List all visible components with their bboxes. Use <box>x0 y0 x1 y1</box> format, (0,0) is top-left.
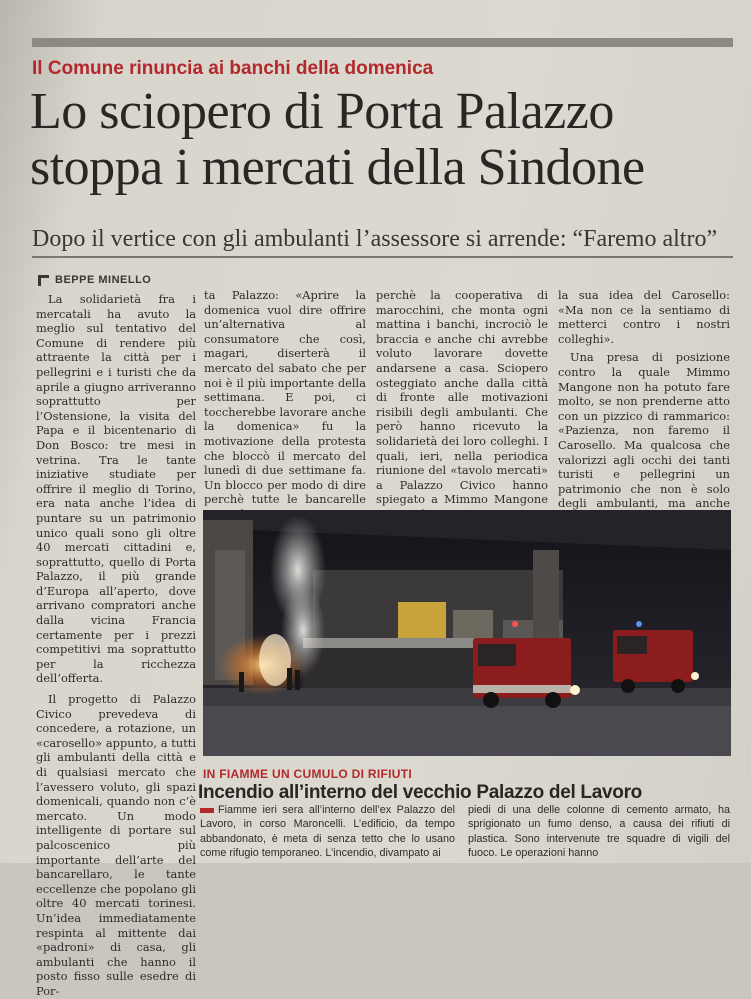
paragraph: Una presa di posizione contro la quale Mimmo Mangone non ha potuto fare molto, se non prenderne atto con un pizzico di rammarico: «Pazienza, non faremo il Carosello. Ma qualcosa che valorizzi agli occhi dei tanti turisti e pellegrini un patrimonio che non è solo degli ambulanti, ma anche <box>558 350 730 511</box>
red-bar-icon <box>200 808 214 813</box>
fire-text-1: Fiamme ieri sera all’interno dell’ex Palazzo del Lavoro, in corso Maroncelli. L’edificio, da tempo abbandonato, è meta di senza tetto che lo usano come rifugio temporaneo. L’incendio, divampato ai <box>200 804 455 860</box>
paragraph: perchè la cooperativa di marocchini, che monta ogni mattina i banchi, incrociò le braccia e anche chi avrebbe voluto lavorare dovette andarsene a casa. Sciopero osteggiato anche dalla città di fronte alle motivazioni risibili degli ambulanti. Che però hanno ricevuto la solidarietà dei loro colleghi. I quali, ieri, nella periodica riunione del «tavolo mercati» a Palazzo Civico hanno spiegato a Mimmo Mangone <box>376 288 548 507</box>
photo-title: Incendio all’interno del vecchio Palazzo del Lavoro <box>198 782 642 803</box>
fire-column-1 <box>200 803 455 863</box>
top-rule <box>32 38 733 47</box>
paragraph: La solidarietà fra i mercatali ha avuto la meglio sul tentativo del Comune di rendere più attraente la città per i pellegrini e i turisti che da aprile a giugno arriveranno soprattutto per l’Ostensione, la visita del Papa e il bicentenario di Don Bosco: tre mesi in vetrina. Tra le tante iniziative studiate per offrire il meglio di Torino, era nata anche l’idea di puntare su un patrimonio unico quali sono gli oltre 40 mercati cittadini e, soprattutto, quello di Porta Palazzo, il più grande d’Europa all’aperto, dove arrivano compratori anche dalla vicina Francia certamente per i prezzi competitivi ma soprattutto per la ricchezza dell’offerta. <box>36 292 196 686</box>
author-name: BEPPE MINELLO <box>55 274 152 286</box>
kicker: Il Comune rinuncia ai banchi della domenica <box>32 58 434 79</box>
paragraph: ta Palazzo: «Aprire la domenica vuol dire offrire un’alternativa al consumatore che così, magari, diserterà il mercato del sabato che per noi è il più importante della settimana. E poi, ci toccherebbe lavorare anche la domenica» fu la motivazione della protesta che bloccò il mercato del lunedì di due settimane fa. Un blocco per modo di dire perchè tutte le bancarelle <box>204 288 366 507</box>
byline <box>38 274 151 286</box>
subheadline: Dopo il vertice con gli ambulanti l’assessore si arrende: “Faremo altro” <box>32 226 718 252</box>
fire-text-2: piedi di una delle colonne di cemento armato, ha sprigionato un fumo denso, a causa dei rifiuti di plastica. Sono intervenute tre squadre di vigili del fuoco. Le operazioni hanno <box>468 804 730 860</box>
fire-column-2 <box>468 803 730 863</box>
paragraph: la sua idea del Carosello: «Ma non ce la sentiamo di metterci contro i nostri colleghi». <box>558 288 730 346</box>
paragraph: Il progetto di Palazzo Civico prevedeva di concedere, a rotazione, un «carosello» appunto, a tutti gli ambulanti della città e di qualsiasi mercato che l’avessero voluto, gli spazi domenicali, quando non c’è mercato. Un modo intelligente di portare sul palcoscenico più importante dell’arte del bancarellaro, le tante eccellenze che popolano gli oltre 40 mercati torinesi. Un’idea immediatamente respinta al mittente dai «padroni» di casa, gli ambulanti che hanno il posto fisso sulle esedre di Por- <box>36 692 196 998</box>
article-column-1 <box>36 292 196 998</box>
headline <box>30 84 745 196</box>
article-column-4 <box>558 288 730 511</box>
photo-caption: IN FIAMME UN CUMULO DI RIFIUTI <box>203 767 412 781</box>
article-column-2 <box>204 288 366 508</box>
fire-scene-image <box>203 510 731 756</box>
headline-line-1: Lo sciopero di Porta Palazzo <box>30 83 614 140</box>
byline-mark-icon <box>38 275 49 286</box>
article-column-3 <box>376 288 548 508</box>
section-rule <box>32 256 733 258</box>
headline-line-2: stoppa i mercati della Sindone <box>30 139 645 196</box>
fire-photo <box>203 510 731 756</box>
